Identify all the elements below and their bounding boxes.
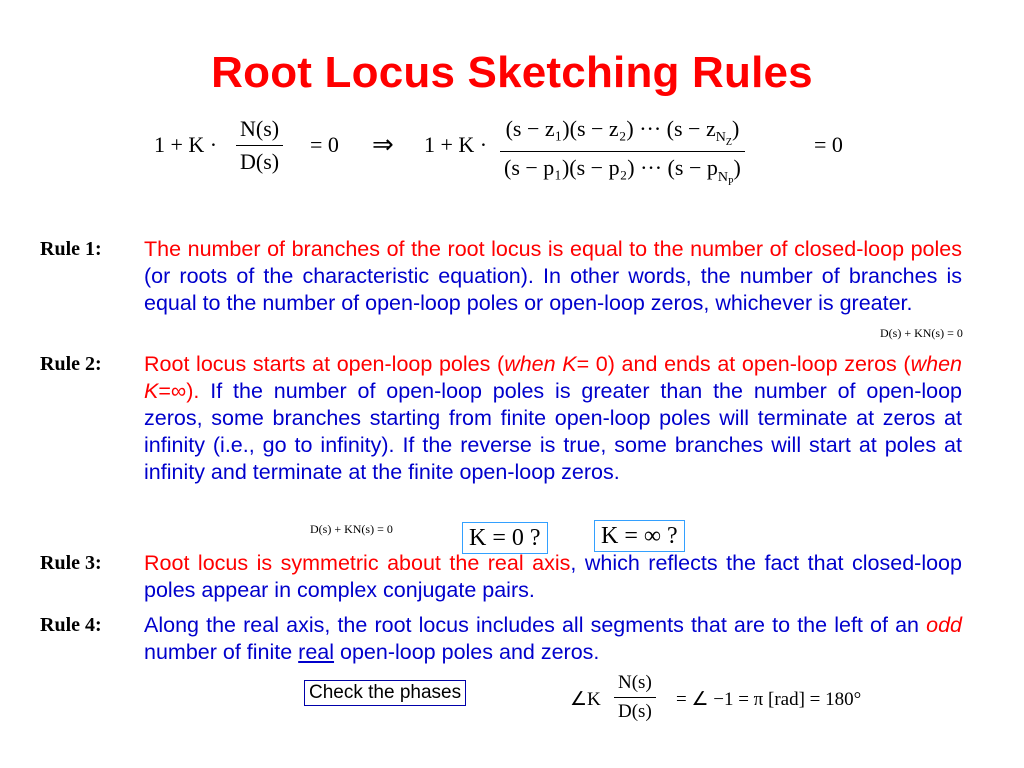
rule-2-when-k-2: when K	[144, 352, 962, 403]
check-phases-box: Check the phases	[304, 680, 466, 706]
rule-4-real: real	[298, 640, 335, 664]
eq-num-close: )	[731, 116, 740, 141]
eq-right-numerator	[502, 116, 744, 151]
rule-2-red-3: =∞).	[158, 379, 200, 403]
angle-denominator: D(s)	[614, 697, 656, 723]
eq-right-prefix: 1 + K ·	[424, 132, 488, 157]
eq-right-den-text: (s − p₁)(s − p₂) ··· (s − p	[504, 155, 718, 181]
rule-4-label: Rule 4:	[40, 614, 102, 636]
eq-left-fraction	[236, 116, 283, 175]
page-title: Root Locus Sketching Rules	[211, 48, 813, 97]
rule-3-highlight: Root locus is symmetric about the real axis	[144, 551, 571, 575]
rule-2-red-2: = 0) and ends at open-loop zeros (	[576, 352, 911, 376]
eq-right-rhs: = 0	[814, 132, 843, 157]
eq-left-denominator: D(s)	[236, 145, 283, 175]
eq-num-sub: N	[715, 130, 726, 146]
eq-right-denominator	[500, 151, 745, 187]
rule-2-red-1: Root locus starts at open-loop poles (	[144, 352, 505, 376]
k-infinity-box: K = ∞ ?	[594, 520, 685, 552]
char-eq-note-2: D(s) + KN(s) = 0	[310, 522, 393, 536]
rule-4-part-c: open-loop poles and zeros.	[334, 640, 600, 664]
rule-4-odd: odd	[926, 613, 962, 637]
rule-1-body: (or roots of the characteristic equation). In other words, the number of branches is equal to the number of open-loop poles or open-loop zeros, whichever is greater.	[144, 264, 962, 315]
rule-3-label: Rule 3:	[40, 552, 102, 574]
eq-right-fraction	[500, 116, 745, 187]
rule-2-text	[144, 351, 962, 486]
eq-left-numerator: N(s)	[240, 116, 280, 141]
eq-num-subsub: Z	[725, 137, 732, 149]
rule-1-text	[144, 236, 962, 317]
characteristic-equation	[154, 112, 874, 192]
eq-right-num-text: (s − z₁)(s − z₂) ··· (s − z	[505, 116, 716, 141]
rule-1-label: Rule 1:	[40, 238, 102, 260]
rule-3-body: , which reflects the fact that closed-loop poles appear in complex conjugate pairs.	[144, 551, 962, 602]
angle-fraction	[614, 672, 656, 723]
eq-den-close: )	[733, 155, 741, 181]
rule-1-highlight: The number of branches of the root locus is equal to the number of closed-loop poles	[144, 237, 962, 261]
rule-4-text	[144, 612, 962, 666]
k-zero-box: K = 0 ?	[462, 522, 548, 554]
implies-arrow: ⇒	[372, 130, 394, 159]
eq-left-rhs: = 0	[310, 132, 339, 157]
angle-prefix: ∠K	[570, 689, 601, 710]
char-eq-note-1: D(s) + KN(s) = 0	[880, 326, 963, 340]
rule-4-part-b: number of finite	[144, 640, 299, 664]
angle-rhs: = ∠ −1 = π [rad] = 180°	[676, 689, 862, 710]
rule-2-body: If the number of open-loop poles is greater than the number of open-loop zeros, some branches starting from finite open-loop poles will terminate at zeros at infinity (i.e., go to infinity). If the reverse is true, some branches will start at poles at infinity and terminate at the finite open-loop zeros.	[144, 379, 962, 484]
rule-2-label: Rule 2:	[40, 353, 102, 375]
rule-4-part-a: Along the real axis, the root locus includes all segments that are to the left of an	[144, 613, 927, 637]
eq-left-prefix: 1 + K ·	[154, 132, 218, 157]
angle-numerator: N(s)	[618, 672, 652, 693]
rule-2-when-k-1: when K	[504, 352, 577, 376]
rule-3-text	[144, 550, 962, 604]
eq-den-subsub: P	[727, 176, 734, 188]
eq-den-sub: N	[717, 169, 728, 185]
